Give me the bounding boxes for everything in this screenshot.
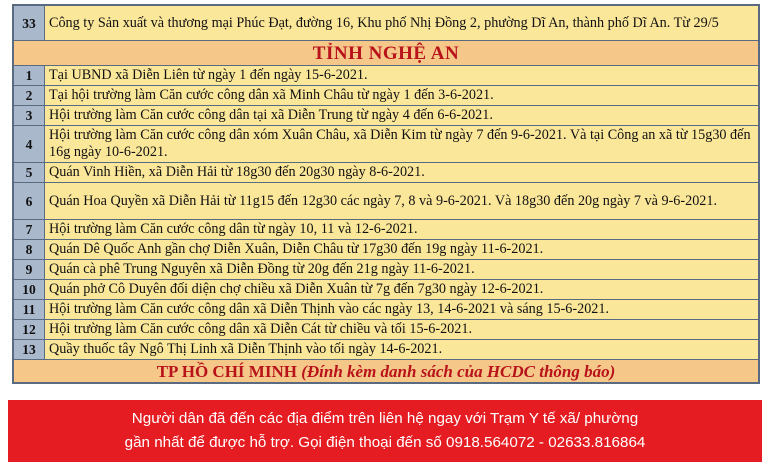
row-text: Hội trường làm Căn cước công dân xã Diễn Thịnh vào các ngày 13, 14-6-2021 và sáng 15-6-2021.: [45, 300, 759, 320]
row-number: 10: [14, 280, 45, 300]
row-text: Hội trường làm Căn cước công dân từ ngày 10, 11 và 12-6-2021.: [45, 220, 759, 240]
row-number: 12: [14, 320, 45, 340]
row-text: Hội trường làm Căn cước công dân tại xã Diễn Trung từ ngày 4 đến 6-6-2021.: [45, 106, 759, 126]
table-row: [14, 300, 759, 320]
section-header-hcm: [14, 360, 759, 383]
row-text: Công ty Sản xuất và thương mại Phúc Đạt, đường 16, Khu phố Nhị Đồng 2, phường Dĩ An, thành phố Dĩ An. Từ 29/5: [45, 6, 759, 41]
row-text: Quầy thuốc tây Ngô Thị Linh xã Diễn Thịnh vào tối ngày 14-6-2021.: [45, 340, 759, 360]
table-row: [14, 86, 759, 106]
locations-table: [12, 4, 760, 384]
row-text: Quán Hoa Quyền xã Diễn Hải từ 11g15 đến 12g30 các ngày 7, 8 và 9-6-2021. Và 18g30 đến 20g ngày 7 và 9-6-2021.: [45, 183, 759, 220]
row-text: Quán phở Cô Duyên đối diện chợ chiều xã Diễn Xuân từ 7g đến 7g30 ngày 12-6-2021.: [45, 280, 759, 300]
row-number: 7: [14, 220, 45, 240]
table-row: [14, 320, 759, 340]
section-title: TP HỒ CHÍ MINH: [156, 361, 297, 381]
banner-line-1: Người dân đã đến các địa điểm trên liên hệ ngay với Trạm Y tế xã/ phường: [131, 410, 639, 427]
table-row: [14, 260, 759, 280]
table-row: [14, 220, 759, 240]
row-number: 2: [14, 86, 45, 106]
row-number: 33: [14, 6, 45, 41]
table-row: [14, 183, 759, 220]
row-number: 11: [14, 300, 45, 320]
contact-banner: [8, 400, 762, 462]
row-number: 13: [14, 340, 45, 360]
table-row: [14, 126, 759, 163]
row-text: Quán Dê Quốc Anh gần chợ Diễn Xuân, Diễn Châu từ 17g30 đến 19g ngày 11-6-2021.: [45, 240, 759, 260]
table-row: [14, 106, 759, 126]
row-number: 8: [14, 240, 45, 260]
section-title: TỈNH NGHỆ AN: [14, 41, 759, 66]
row-number: 1: [14, 66, 45, 86]
row-number: 5: [14, 163, 45, 183]
row-number: 3: [14, 106, 45, 126]
table-row: [14, 6, 759, 41]
table-row: [14, 240, 759, 260]
row-text: Tại hội trường làm Căn cước công dân xã Minh Châu từ ngày 1 đến 3-6-2021.: [45, 86, 759, 106]
table-row: [14, 340, 759, 360]
row-number: 9: [14, 260, 45, 280]
table-row: [14, 163, 759, 183]
row-text: Quán Vinh Hiền, xã Diễn Hải từ 18g30 đến 20g30 ngày 8-6-2021.: [45, 163, 759, 183]
table-row: [14, 280, 759, 300]
table-row: [14, 66, 759, 86]
row-number: 4: [14, 126, 45, 163]
row-text: Tại UBND xã Diễn Liên từ ngày 1 đến ngày 15-6-2021.: [45, 66, 759, 86]
row-text: Hội trường làm Căn cước công dân xóm Xuân Châu, xã Diễn Kim từ ngày 7 đến 9-6-2021. Và tại Công an xã từ 15g30 đến 16g ngày 10-6-2021.: [45, 126, 759, 163]
section-note: (Đính kèm danh sách của HCDC thông báo): [301, 361, 616, 381]
row-text: Hội trường làm Căn cước công dân xã Diễn Cát từ chiều và tối 15-6-2021.: [45, 320, 759, 340]
banner-line-2: gần nhất để được hỗ trợ. Gọi điện thoại đến số 0918.564072 - 02633.816864: [124, 434, 646, 451]
row-text: Quán cà phê Trung Nguyên xã Diễn Đồng từ 20g đến 21g ngày 11-6-2021.: [45, 260, 759, 280]
section-header-nghe-an: [14, 41, 759, 66]
row-number: 6: [14, 183, 45, 220]
